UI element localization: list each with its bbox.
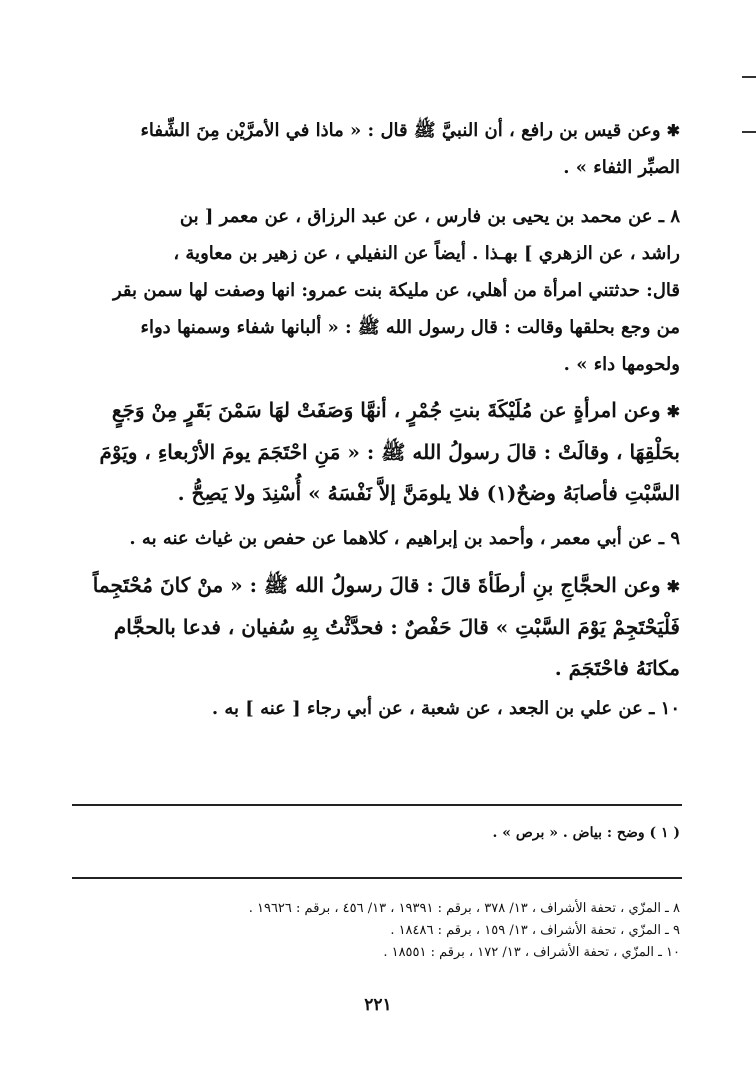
page-edge-mark: [742, 131, 756, 133]
paragraph-hajjaj-hadith: [68, 565, 680, 689]
text-line: راشد ، عن الزهري ] بهـذا . أيضاً عن النفيلي ، عن زهير بن معاوية ،: [173, 243, 680, 264]
footnote-separator: [72, 804, 682, 806]
text-line: فَلْيَحْتَجِمْ يَوْمَ السَّبْتِ » قالَ حَفْصٌ : فحدَّثْتُ بِهِ سُفيان ، فدعا بالحجَّام: [113, 615, 680, 639]
references-list: [68, 898, 680, 964]
text-line: الصبِّر الثفاء » .: [563, 157, 680, 178]
text-line: بحَلْقِهَا ، وقالَتْ : قالَ رسولُ الله ﷺ : « مَنِ احْتَجَمَ يومَ الأرْبعاءِ ، ويَوْمَ: [99, 440, 680, 464]
text-line-content: وعن الحجَّاجِ بنِ أرطَأةَ قالَ : قالَ رسولُ الله ﷺ : « منْ كانَ مُحْتَجِماً: [92, 573, 661, 597]
reference-item: ٩ ـ المزّي ، تحفة الأشراف ، ١٣/ ١٥٩ ، برقم : ١٨٤٨٦ .: [390, 923, 680, 938]
text-line-content: وعن قيس بن رافع ، أن النبيَّ ﷺ قال : « ماذا في الأمرَّيْن مِنَ الشِّفاء: [140, 120, 661, 141]
text-line: ١٠ ـ عن علي بن الجعد ، عن شعبة ، عن أبي رجاء [ عنه ] به .: [211, 698, 680, 719]
reference-item: ٨ ـ المزّي ، تحفة الأشراف ، ١٣/ ٣٧٨ ، برقم : ١٩٣٩١ ، ١٣/ ٤٥٦ ، برقم : ١٩٦٢٦ .: [248, 901, 680, 916]
text-line: مكانَهُ فاحْتَجَمَ .: [554, 656, 680, 680]
text-line: قال: حدثتني امرأة من أهلي، عن مليكة بنت عمرو: انها وصفت لها سمن بقر: [113, 280, 680, 301]
bullet-icon: ✱: [666, 577, 680, 596]
page-edge-mark: [742, 76, 756, 78]
footnote: ( ١ ) وضح : بياض . « برص » .: [492, 825, 680, 841]
text-line: من وجع بحلقها وقالت : قال رسول الله ﷺ : « ألبانها شفاء وسمنها دواء: [140, 317, 680, 338]
text-line: ٨ ـ عن محمد بن يحيى بن فارس ، عن عبد الرزاق ، عن معمر [ بن: [179, 206, 680, 227]
text-line: [68, 390, 680, 432]
text-line: ٩ ـ عن أبي معمر ، وأحمد بن إبراهيم ، كلاهما عن حفص بن غياث عنه به .: [129, 528, 680, 549]
paragraph-qays-hadith: [68, 112, 680, 186]
references-separator: [72, 877, 682, 879]
paragraph-chain-10: [68, 690, 680, 727]
reference-item: ١٠ ـ المزّي ، تحفة الأشراف ، ١٣/ ١٧٢ ، برقم : ١٨٥٥١ .: [383, 945, 680, 960]
text-line: [68, 112, 680, 149]
text-line: [68, 565, 680, 607]
text-line: ولحومها داء » .: [563, 354, 680, 375]
paragraph-chain-8: [68, 198, 680, 383]
bullet-icon: ✱: [666, 402, 680, 421]
text-line: السَّبْتِ فأصابَهُ وضحٌ(١) فلا يلومَنَّ إلاَّ نَفْسَهُ » أُسْنِدَ ولا يَصِحُّ .: [177, 481, 680, 505]
paragraph-mulaykah-hadith: [68, 390, 680, 514]
text-line-content: وعن امرأةٍ عن مُلَيْكَةَ بنتِ جُمْرٍ ، أنهَّا وَصَفَتْ لهَا سَمْنَ بَقَرٍ مِنْ وَجَعٍ: [111, 398, 661, 422]
paragraph-chain-9: [68, 520, 680, 557]
page-number: ٢٢١: [364, 995, 392, 1015]
bullet-icon: ✱: [666, 121, 680, 140]
